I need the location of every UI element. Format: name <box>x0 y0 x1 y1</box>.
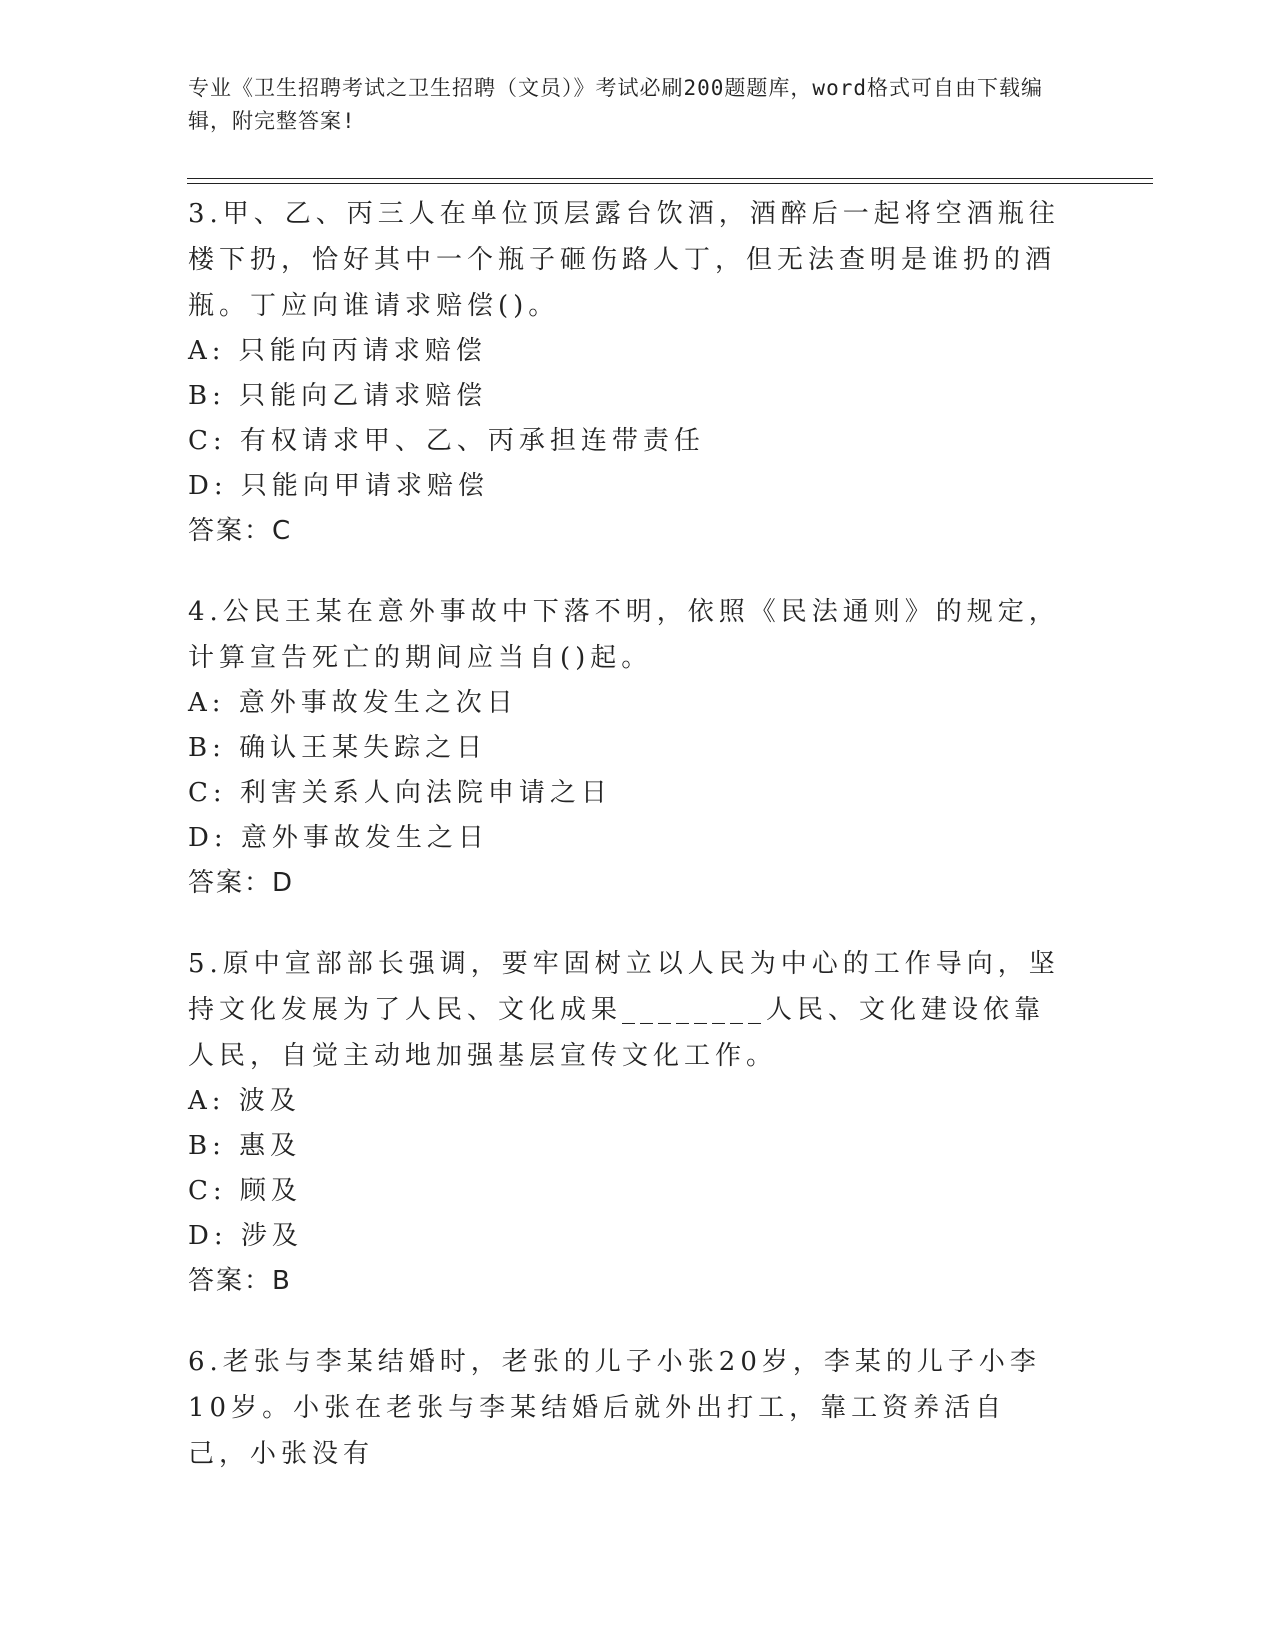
option-c: C: 利害关系人向法院申请之日 <box>188 778 612 808</box>
option-a: A: 意外事故发生之次日 <box>188 688 518 718</box>
option-d: D: 意外事故发生之日 <box>188 823 489 853</box>
question-list <box>188 191 1068 1512</box>
question-4 <box>188 589 1068 906</box>
option-c: C: 顾及 <box>188 1176 302 1206</box>
answer-line: 答案：B <box>188 1266 292 1296</box>
answer-line: 答案：C <box>188 516 293 546</box>
question-stem: 6.老张与李某结婚时，老张的儿子小张20岁，李某的儿子小李10岁。小张在老张与李某结婚后就外出打工，靠工资养活自己，小张没有 <box>188 1347 1041 1469</box>
option-b: B: 只能向乙请求赔偿 <box>188 381 488 411</box>
question-3 <box>188 191 1068 554</box>
option-a: A: 波及 <box>188 1086 301 1116</box>
document-header: 专业《卫生招聘考试之卫生招聘（文员）》考试必刷200题题库，word格式可自由下载编辑，附完整答案! <box>188 76 1043 133</box>
option-d: D: 涉及 <box>188 1221 303 1251</box>
option-a: A: 只能向丙请求赔偿 <box>188 336 487 366</box>
question-stem: 3.甲、乙、丙三人在单位顶层露台饮酒，酒醉后一起将空酒瓶往楼下扔，恰好其中一个瓶子砸伤路人丁，但无法查明是谁扔的酒瓶。丁应向谁请求赔偿()。 <box>188 199 1060 321</box>
header-divider-bottom <box>187 183 1153 184</box>
header-divider-top <box>187 178 1153 179</box>
question-6 <box>188 1339 1068 1477</box>
question-stem: 5.原中宣部部长强调，要牢固树立以人民为中心的工作导向，坚持文化发展为了人民、文化成果________人民、文化建设依靠人民，自觉主动地加强基层宣传文化工作。 <box>188 949 1060 1071</box>
option-d: D: 只能向甲请求赔偿 <box>188 471 489 501</box>
option-b: B: 惠及 <box>188 1131 302 1161</box>
answer-line: 答案：D <box>188 868 295 898</box>
option-b: B: 确认王某失踪之日 <box>188 733 488 763</box>
question-5 <box>188 941 1068 1304</box>
question-stem: 4.公民王某在意外事故中下落不明，依照《民法通则》的规定，计算宣告死亡的期间应当自()起。 <box>188 597 1060 673</box>
option-c: C: 有权请求甲、乙、丙承担连带责任 <box>188 426 705 456</box>
